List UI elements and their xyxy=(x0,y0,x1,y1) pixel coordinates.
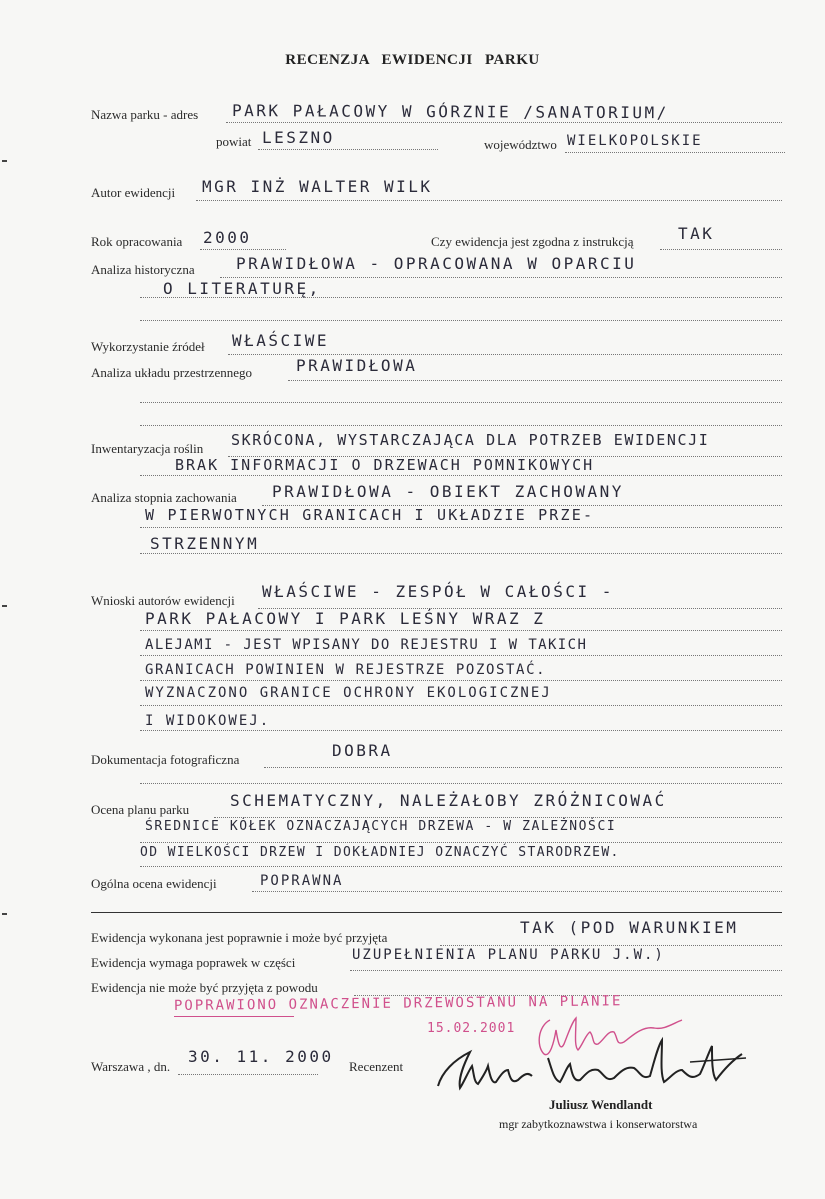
label-city-date: Warszawa , dn. xyxy=(91,1059,171,1074)
handwritten-author: MGR INŻ WALTER WILK xyxy=(202,177,433,196)
handwritten-inventory-line-2: BRAK INFORMACJI O DRZEWACH POMNIKOWYCH xyxy=(175,456,595,474)
label-historical-analysis: Analiza historyczna xyxy=(91,262,195,277)
handwritten-spatial-layout: PRAWIDŁOWA xyxy=(296,356,418,375)
label-author: Autor ewidencji xyxy=(91,185,176,200)
label-sources: Wykorzystanie źródeł xyxy=(91,339,205,354)
reviewer-signature-icon xyxy=(430,1032,750,1102)
handwritten-inventory-line-1: SKRÓCONA, WYSTARCZAJĄCA DLA POTRZEB EWIDENCJI xyxy=(231,431,710,449)
handwritten-preservation-line-1: PRAWIDŁOWA - OBIEKT ZACHOWANY xyxy=(272,482,624,501)
dotted-line xyxy=(140,783,782,784)
handwritten-conclusions-line-6: I WIDOKOWEJ. xyxy=(145,713,271,729)
handwritten-date: 30. 11. 2000 xyxy=(188,1047,334,1066)
handwritten-conclusions-line-2: PARK PAŁACOWY I PARK LEŚNY WRAZ Z xyxy=(145,609,546,628)
handwritten-conclusions-line-5: WYZNACZONO GRANICE OCHRONY EKOLOGICZNEJ xyxy=(145,685,552,701)
form-title: RECENZJA EWIDENCJI PARKU xyxy=(285,52,540,68)
dotted-line xyxy=(140,320,782,321)
dotted-line xyxy=(140,866,782,867)
dotted-line xyxy=(140,680,782,681)
dotted-line xyxy=(220,277,782,278)
label-county: powiat xyxy=(216,134,252,149)
dotted-line xyxy=(140,630,782,631)
handwritten-conclusions-line-1: WŁAŚCIWE - ZESPÓŁ W CAŁOŚCI - xyxy=(262,582,614,601)
pink-underline xyxy=(174,1016,294,1017)
handwritten-compliant: TAK xyxy=(678,224,715,243)
label-needs-corrections: Ewidencja wymaga poprawek w części xyxy=(91,955,296,970)
dotted-line xyxy=(660,249,782,250)
label-conclusions: Wnioski autorów ewidencji xyxy=(91,593,235,608)
handwritten-conclusions-line-3: ALEJAMI - JEST WPISANY DO REJESTRU I W TAKICH xyxy=(145,637,588,653)
handwritten-sources: WŁAŚCIWE xyxy=(232,331,330,350)
dotted-line xyxy=(140,425,782,426)
dotted-line xyxy=(350,970,782,971)
dotted-line xyxy=(214,817,782,818)
dotted-line xyxy=(178,1074,318,1075)
dotted-line xyxy=(200,249,286,250)
label-spatial-layout: Analiza układu przestrzennego xyxy=(91,365,252,380)
dotted-line xyxy=(288,380,782,381)
handwritten-preservation-line-3: STRZENNYM xyxy=(150,534,260,553)
handwritten-county: LESZNO xyxy=(262,128,335,147)
dotted-line xyxy=(226,122,782,123)
label-accepted: Ewidencja wykonana jest poprawnie i może być przyjęta xyxy=(91,930,388,945)
label-overall-assessment: Ogólna ocena ewidencji xyxy=(91,876,217,891)
dotted-line xyxy=(140,402,782,403)
handwritten-accepted: TAK (POD WARUNKIEM xyxy=(520,918,739,937)
dotted-line xyxy=(228,354,782,355)
pink-correction-note: POPRAWIONO OZNACZENIE DRZEWOSTANU NA PLANIE xyxy=(173,993,623,1014)
label-voivodeship: województwo xyxy=(484,137,557,152)
handwritten-needs-corrections: UZUPEŁNIENIA PLANU PARKU J.W.) xyxy=(352,947,665,963)
scan-edge-mark xyxy=(2,913,7,915)
handwritten-historical-line-2: O LITERATURĘ, xyxy=(163,279,321,298)
dotted-line xyxy=(565,152,785,153)
handwritten-park-name: PARK PAŁACOWY W GÓRZNIE /SANATORIUM/ xyxy=(232,101,669,123)
dotted-line xyxy=(140,842,782,843)
dotted-line xyxy=(196,200,782,201)
reviewer-title: mgr zabytkoznawstwa i konserwatorstwa xyxy=(499,1117,698,1131)
dotted-line xyxy=(140,527,782,528)
handwritten-conclusions-line-4: GRANICACH POWINIEN W REJESTRZE POZOSTAĆ. xyxy=(145,662,547,678)
dotted-line xyxy=(258,149,438,150)
label-compliant: Czy ewidencja jest zgodna z instrukcją xyxy=(431,234,634,249)
label-plant-inventory: Inwentaryzacja roślin xyxy=(91,441,204,456)
pink-correction-date: 15.02.2001 xyxy=(427,1021,516,1036)
reviewer-name: Juliusz Wendlandt xyxy=(549,1097,653,1112)
dotted-line xyxy=(140,705,782,706)
handwritten-plan-line-2: ŚREDNICE KÓŁEK OZNACZAJĄCYCH DRZEWA - W ZALEŻNOŚCI xyxy=(145,819,617,834)
dotted-line xyxy=(140,475,782,476)
handwritten-overall-assessment: POPRAWNA xyxy=(260,873,344,889)
handwritten-plan-line-3: OD WIELKOŚCI DRZEW I DOKŁADNIEJ OZNACZYĆ STARODRZEW. xyxy=(140,845,620,860)
label-year: Rok opracowania xyxy=(91,234,183,249)
label-park-name: Nazwa parku - adres xyxy=(91,107,199,122)
label-preservation: Analiza stopnia zachowania xyxy=(91,490,237,505)
handwritten-historical-line-1: PRAWIDŁOWA - OPRACOWANA W OPARCIU xyxy=(236,254,637,273)
handwritten-voivodeship: WIELKOPOLSKIE xyxy=(567,133,703,149)
dotted-line xyxy=(140,730,782,731)
handwritten-preservation-line-2: W PIERWOTNYCH GRANICACH I UKŁADZIE PRZE- xyxy=(145,506,595,524)
label-rejected: Ewidencja nie może być przyjęta z powodu xyxy=(91,980,318,995)
label-plan-assessment: Ocena planu parku xyxy=(91,802,190,817)
dotted-line xyxy=(252,891,782,892)
label-reviewer: Recenzent xyxy=(349,1059,404,1074)
dotted-line xyxy=(264,767,782,768)
scan-edge-mark xyxy=(2,160,7,162)
dotted-line xyxy=(440,945,782,946)
handwritten-plan-line-1: SCHEMATYCZNY, NALEŻAŁOBY ZRÓŻNICOWAĆ xyxy=(230,791,667,810)
handwritten-photo-documentation: DOBRA xyxy=(332,741,393,760)
handwritten-year: 2000 xyxy=(203,228,252,247)
scan-edge-mark xyxy=(2,605,7,607)
dotted-line xyxy=(140,553,782,554)
section-divider xyxy=(91,912,782,913)
dotted-line xyxy=(140,655,782,656)
label-photo-documentation: Dokumentacja fotograficzna xyxy=(91,752,240,767)
